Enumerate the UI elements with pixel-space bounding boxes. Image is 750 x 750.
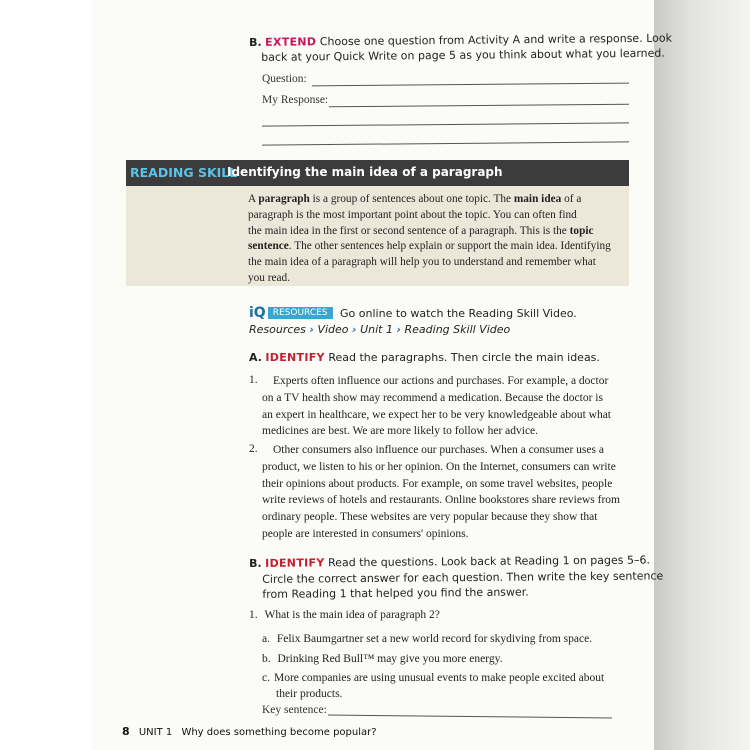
identify-b-letter: B.: [249, 556, 262, 570]
identify-b-instruction: [249, 552, 663, 602]
paragraph-2: Other consumers also influence our purchases. When a consumer uses a product, we listen to his or her opinion. On the Internet, consumers can write their opinions about products. For example, on some travel websites, people write reviews of hotels and restaurants. Online bookstores share reviews from ordinary people. These websites are very popular because they show that people are interested in consumers' opinions.: [262, 444, 620, 540]
identify-b-line-1: Read the questions. Look back at Reading 1 on pages 5–6.: [328, 553, 651, 570]
identify-a-instruction: [249, 351, 600, 364]
path-reading-skill-video[interactable]: Reading Skill Video: [404, 323, 511, 336]
reading-skill-box: [126, 186, 629, 286]
resources-badge: RESOURCES: [268, 307, 333, 319]
identify-b-keyword: IDENTIFY: [265, 556, 325, 570]
chevron-right-icon: ›: [309, 323, 314, 336]
path-unit[interactable]: Unit 1: [360, 323, 393, 336]
identify-b-line-2: Circle the correct answer for each question. Then write the key sentence: [262, 568, 664, 586]
option-c[interactable]: c. More companies are using unusual events to make people excited about their products.: [262, 672, 605, 700]
identify-a-keyword: IDENTIFY: [265, 351, 325, 364]
extend-letter: B.: [249, 35, 262, 49]
response-label: My Response:: [262, 94, 329, 106]
chevron-right-icon: ›: [352, 323, 357, 336]
iq-instruction: Go online to watch the Reading Skill Video.: [340, 307, 577, 320]
reading-skill-subtitle: Identifying the main idea of a paragraph: [227, 165, 503, 179]
question-label: Question:: [262, 73, 307, 85]
chevron-right-icon: ›: [396, 323, 402, 336]
item-1-number: 1.: [249, 374, 258, 386]
skill-line-3: the main idea in the first or second sentence of a paragraph. This is the topic: [248, 224, 594, 237]
path-resources[interactable]: Resources: [249, 323, 306, 336]
footer-unit: UNIT 1: [138, 727, 173, 738]
item-2-number: 2.: [249, 443, 258, 455]
question-1: [249, 607, 440, 624]
paragraph-1: Experts often influence our actions and purchases. For example, a doctor on a TV health show may recommend a medication. Because the doctor is an expert in healthcare, we expect her to be very knowledgeable about what medicines are best. We are more likely to follow her advice.: [262, 375, 611, 438]
key-sentence-label: Key sentence:: [262, 704, 327, 716]
extend-keyword: EXTEND: [265, 35, 317, 49]
extend-instruction: [249, 32, 672, 64]
reading-skill-title: READING SKILL: [130, 165, 238, 180]
extend-line-2: back at your Quick Write on page 5 as you think about what you learned.: [261, 46, 665, 64]
iq-logo: iQ: [249, 305, 266, 321]
identify-b-line-3: from Reading 1 that helped you find the answer.: [262, 585, 529, 601]
skill-line-5: the main idea of a paragraph will help you to understand and remember what: [248, 256, 596, 269]
option-a[interactable]: a. Felix Baumgartner set a new world record for skydiving from space.: [262, 633, 593, 645]
option-b[interactable]: b. Drinking Red Bull™ may give you more energy.: [262, 653, 503, 665]
reading-skill-text: [248, 192, 628, 287]
iq-resources: [249, 305, 577, 336]
footer-question: Why does something become popular?: [181, 727, 377, 738]
page-footer: [122, 725, 377, 738]
iq-path[interactable]: [249, 323, 577, 336]
identify-a-text: Read the paragraphs. Then circle the main ideas.: [328, 351, 600, 364]
skill-line-4: sentence. The other sentences help explain or support the main idea. Identifying: [248, 240, 611, 253]
skill-line-1: A paragraph is a group of sentences about one topic. The main idea of a: [248, 193, 582, 205]
question-1-text: What is the main idea of paragraph 2?: [264, 609, 440, 621]
question-1-number: 1.: [249, 609, 258, 621]
reading-skill-header: [126, 160, 629, 186]
identify-a-letter: A.: [249, 351, 262, 364]
page-edge-shadow: [654, 0, 750, 750]
skill-line-2: paragraph is the most important point about the topic. You can often find: [248, 208, 577, 221]
extend-line-1: Choose one question from Activity A and write a response. Look: [319, 31, 673, 49]
page-number: 8: [122, 725, 130, 738]
path-video[interactable]: Video: [317, 323, 349, 336]
skill-line-6: you read.: [248, 271, 291, 284]
